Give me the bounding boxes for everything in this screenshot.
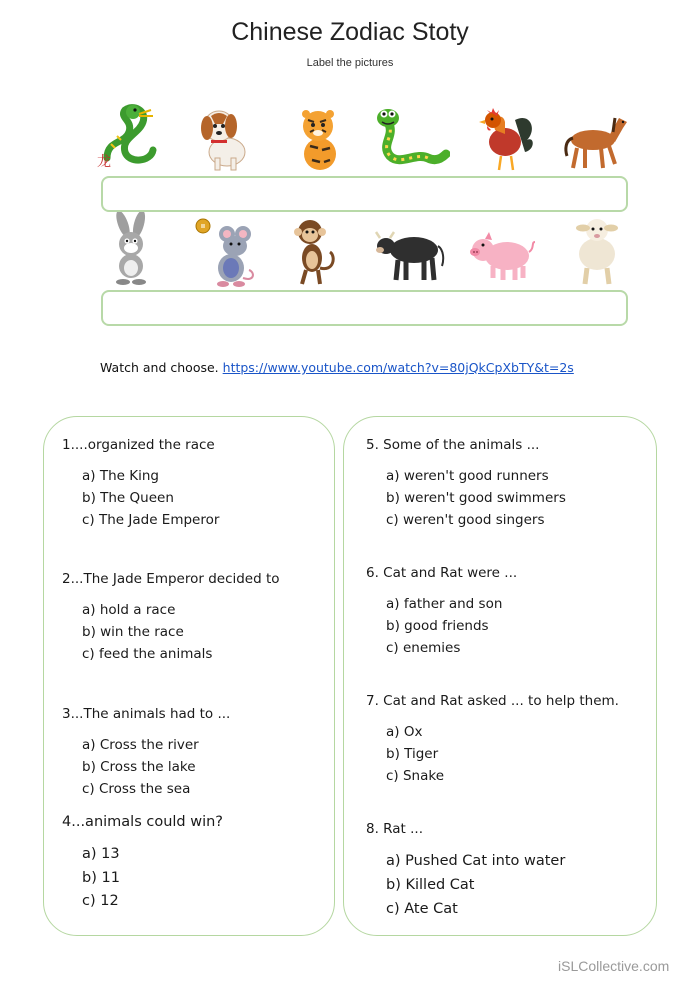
question-2: 2...The Jade Emperor decided to bbox=[62, 571, 280, 587]
option-1c[interactable]: c) The Jade Emperor bbox=[82, 512, 220, 528]
watch-instruction bbox=[100, 360, 574, 375]
dragon-char-label: 龙 bbox=[97, 154, 111, 170]
rooster-icon bbox=[465, 100, 543, 178]
youtube-link[interactable]: https://www.youtube.com/watch?v=80jQkCpXbTY&t=2s bbox=[222, 360, 574, 375]
dog-icon bbox=[187, 100, 265, 178]
pictures-row-2 bbox=[95, 212, 635, 292]
option-4c[interactable]: c) 12 bbox=[82, 893, 119, 909]
page-subtitle: Label the pictures bbox=[306, 57, 394, 69]
option-3a[interactable]: a) Cross the river bbox=[82, 737, 199, 753]
ox-icon bbox=[372, 212, 450, 290]
option-8b[interactable]: b) Killed Cat bbox=[386, 877, 475, 893]
watch-text: Watch and choose. bbox=[100, 360, 219, 375]
question-4: 4...animals could win? bbox=[62, 814, 224, 830]
option-3b[interactable]: b) Cross the lake bbox=[82, 759, 196, 775]
page-title: Chinese Zodiac Stoty bbox=[231, 18, 469, 46]
rabbit-icon bbox=[95, 212, 173, 290]
option-2a[interactable]: a) hold a race bbox=[82, 602, 176, 618]
dragon-icon bbox=[95, 100, 173, 178]
option-7b[interactable]: b) Tiger bbox=[386, 746, 439, 762]
option-6a[interactable]: a) father and son bbox=[386, 596, 503, 612]
question-5: 5. Some of the animals ... bbox=[366, 437, 540, 453]
option-1b[interactable]: b) The Queen bbox=[82, 490, 174, 506]
pictures-row-1 bbox=[95, 100, 635, 180]
option-8a[interactable]: a) Pushed Cat into water bbox=[386, 853, 566, 869]
answer-box-row-1[interactable] bbox=[101, 176, 628, 212]
option-8c[interactable]: c) Ate Cat bbox=[386, 901, 458, 917]
option-1a[interactable]: a) The King bbox=[82, 468, 159, 484]
option-3c[interactable]: c) Cross the sea bbox=[82, 781, 191, 797]
option-2c[interactable]: c) feed the animals bbox=[82, 646, 213, 662]
option-6b[interactable]: b) good friends bbox=[386, 618, 489, 634]
question-8: 8. Rat ... bbox=[366, 821, 423, 837]
question-1: 1....organized the race bbox=[62, 437, 215, 453]
option-4b[interactable]: b) 11 bbox=[82, 870, 120, 886]
option-5a[interactable]: a) weren't good runners bbox=[386, 468, 549, 484]
pig-icon bbox=[465, 212, 543, 290]
monkey-icon bbox=[280, 212, 358, 290]
rat-icon bbox=[187, 212, 265, 290]
question-7: 7. Cat and Rat asked ... to help them. bbox=[366, 693, 619, 709]
goat-icon bbox=[557, 212, 635, 290]
option-5b[interactable]: b) weren't good swimmers bbox=[386, 490, 566, 506]
option-2b[interactable]: b) win the race bbox=[82, 624, 184, 640]
tiger-icon bbox=[280, 100, 358, 178]
snake-icon bbox=[372, 100, 450, 178]
option-6c[interactable]: c) enemies bbox=[386, 640, 461, 656]
option-5c[interactable]: c) weren't good singers bbox=[386, 512, 545, 528]
answer-box-row-2[interactable] bbox=[101, 290, 628, 326]
question-3: 3...The animals had to ... bbox=[62, 706, 231, 722]
question-6: 6. Cat and Rat were ... bbox=[366, 565, 518, 581]
option-4a[interactable]: a) 13 bbox=[82, 846, 120, 862]
option-7a[interactable]: a) Ox bbox=[386, 724, 423, 740]
site-watermark: iSLCollective.com bbox=[558, 958, 670, 974]
horse-icon bbox=[557, 100, 635, 178]
option-7c[interactable]: c) Snake bbox=[386, 768, 445, 784]
